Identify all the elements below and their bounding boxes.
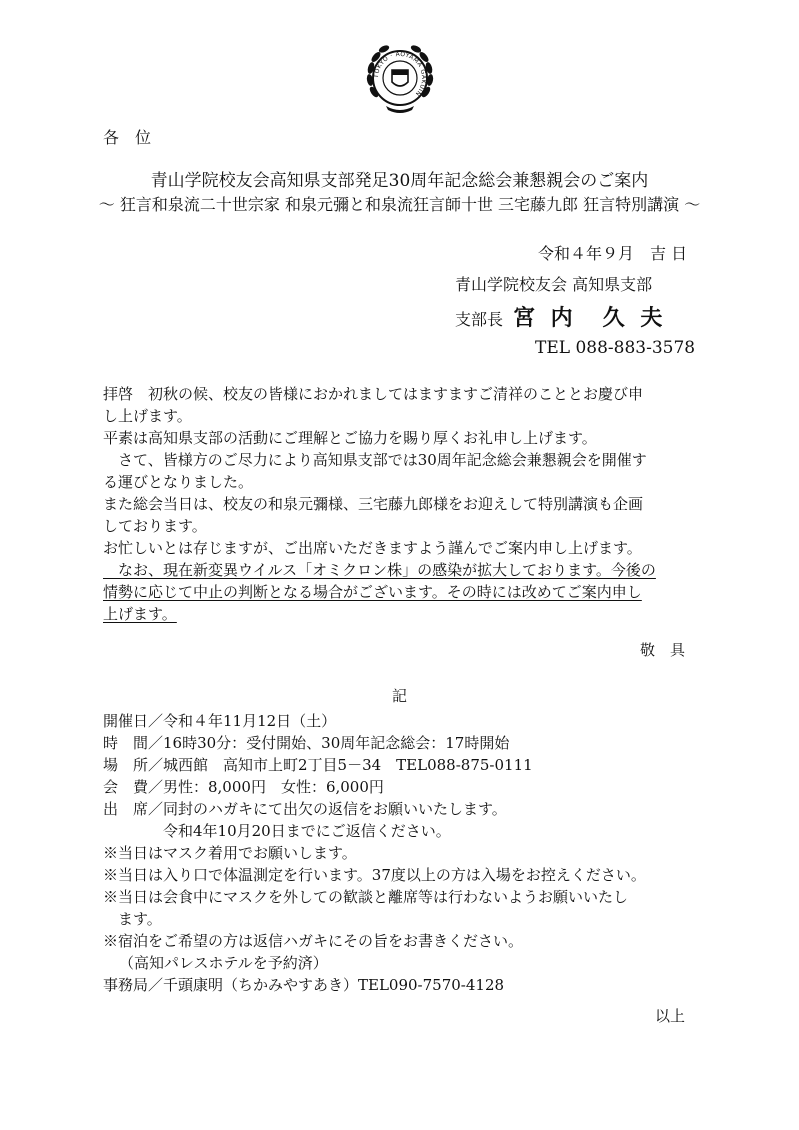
- detail-line: ※当日はマスク着用でお願いします。: [103, 844, 357, 862]
- body-line: さて、皆様方のご尽力により高知県支部では30周年記念総会兼懇親会を開催す: [103, 451, 647, 469]
- detail-line: （高知パレスホテルを予約済）: [119, 954, 328, 972]
- detail-line: 出 席／同封のハガキにて出欠の返信をお願いいたします。: [103, 800, 507, 818]
- notice-line: 情勢に応じて中止の判断となる場合がございます。その時には改めてご案内申し: [103, 583, 642, 601]
- detail-line: ※当日は入り口で体温測定を行います。37度以上の方は入場をお控えください。: [103, 866, 646, 884]
- body-line: る運びとなりました。: [103, 473, 254, 491]
- addressee: 各 位: [103, 128, 152, 147]
- body-line: 拝啓 初秋の候、校友の皆様におかれましてはますますご清祥のこととお慶び申: [103, 385, 644, 403]
- notice-line: 上げます。: [103, 605, 177, 623]
- body-line: お忙しいとは存じますが、ご出席いただきますよう謹んでご案内申し上げます。: [103, 539, 642, 557]
- letter-body: [103, 383, 656, 625]
- body-line: しております。: [103, 517, 207, 535]
- body-line: し上げます。: [103, 407, 192, 425]
- document-title: 青山学院校友会高知県支部発足30周年記念総会兼懇親会のご案内: [150, 171, 649, 191]
- body-line: 平素は高知県支部の活動にご理解とご協力を賜り厚くお礼申し上げます。: [103, 429, 597, 447]
- document-subtitle: ～ 狂言和泉流二十世宗家 和泉元彌と和泉流狂言師十世 三宅藤九郎 狂言特別講演 ～: [98, 195, 701, 214]
- ki-heading: 記: [391, 687, 407, 705]
- sender-position: 支部長: [455, 310, 504, 329]
- detail-line: ます。: [103, 910, 162, 928]
- body-line: また総会当日は、校友の和泉元彌様、三宅藤九郎様をお迎えして特別講演も企画: [103, 495, 644, 513]
- detail-line: 場 所／城西館 高知市上町2丁目5－34 TEL088-875-0111: [103, 756, 533, 774]
- emblem-ring-text: TOKYO · AOYAMA GAKUIN: [372, 50, 428, 98]
- sender-signature: [455, 303, 666, 333]
- sender-tel: TEL 088-883-3578: [535, 338, 696, 358]
- detail-line: 事務局／千頭康明（ちかみやすあき）TEL090-7570-4128: [103, 976, 505, 994]
- issue-date: 令和４年９月 吉 日: [538, 244, 688, 263]
- detail-line: ※宿泊をご希望の方は返信ハガキにその旨をお書きください。: [103, 932, 524, 950]
- event-details: [103, 710, 646, 996]
- tokyo-aoyama-gakuin-emblem-icon: [364, 40, 436, 116]
- end-ijou: 以上: [655, 1007, 686, 1025]
- sender-name: 宮 内 久 夫: [513, 305, 667, 331]
- detail-line: 開催日／令和４年11月12日（土）: [103, 712, 337, 730]
- detail-line: 時 間／16時30分：受付開始、30周年記念総会：17時開始: [103, 734, 510, 752]
- sender-organization: 青山学院校友会 高知県支部: [455, 275, 653, 294]
- notice-line: なお、現在新変異ウイルス「オミクロン株」の感染が拡大しております。今後の: [103, 561, 656, 579]
- detail-line: 会 費／男性：8,000円 女性：6,000円: [103, 778, 384, 796]
- detail-line: 令和4年10月20日までにご返信ください。: [103, 822, 451, 840]
- detail-line: ※当日は会食中にマスクを外しての歓談と離席等は行わないようお願いいたし: [103, 888, 629, 906]
- closing-keigu: 敬 具: [640, 641, 686, 659]
